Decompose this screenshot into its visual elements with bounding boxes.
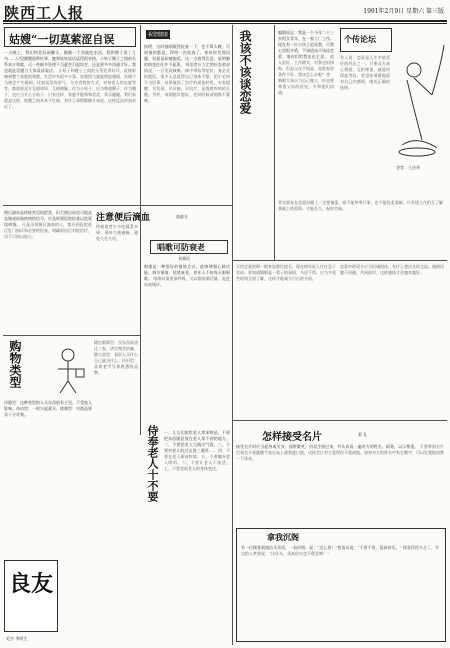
article-4-more: 天的恋爱时期一般来说都比较长，现在的年轻人往往急于求成。要知道婚姻是一辈子的事情，马虎不得。应当多花些时间互相了解，这样才能减少日后的矛盾。 [236, 264, 336, 281]
article-7-headline: 侍奉老人十不要 [146, 425, 159, 502]
section-divider [3, 335, 140, 336]
column-logo-box [340, 28, 392, 52]
article-5-body: 便后滴血是痔疮常见的症状，但大便出血也可能是直肠或结肠疾病的信号，应及时到医院检查以免延误病情。 凡是出现便后滴血的人，都应到医院进行肛门指诊和必要的检查，明确原因后对症治疗，切不可掉以轻心。 [4, 210, 92, 239]
headline-box [150, 240, 228, 254]
article-8-text: 接受名片时应当起身或欠身，面带微笑，用双手接过来，并认真看一遍对方的姓名、职务，以示尊重。 [236, 444, 419, 449]
article-3-headline: 我该不该谈恋爱 [238, 30, 252, 114]
top-rule [3, 20, 447, 22]
article-3-text: 编辑同志：我是一个今年二十三岁的女青年，在一家工厂工作。现在有一位小伙子追求我，可我心里很矛盾，不知道该不该谈恋爱，请你们给我出出主意。 [278, 30, 334, 59]
article-5-text: 便后滴血是痔疮常见的症状，但大便出血也可能是直肠或结肠疾病的信号，应及时到医院检查以免延误病情。 [4, 210, 92, 227]
article-6-author: 刘秉民 [178, 256, 190, 261]
column-logo: 个传论坛 [344, 34, 376, 44]
article-10-author: 毛杰 李明生 [6, 636, 28, 641]
article-3-body: 编辑同志：我是一个今年二十三岁的女青年，在一家工厂工作。现在有一位小伙子追求我，可我心里很矛盾，不知道该不该谈恋爱，请你们给我出出主意。 他人很好，工作踏实，对我也很体贴。但是父母不同意，说他家里条件不好。我该怎么办呢？答：婚姻大事应当自己做主，但也要尊重父母的意见，多和他们沟通。 [278, 30, 334, 95]
headline-box [4, 27, 136, 47]
top-rule-thin [3, 23, 447, 24]
logo-box [4, 560, 58, 632]
article-6-text: 唱歌是一种很好的锻炼方式，能够增强心肺功能，调节情绪，延缓衰老。老年人不妨每天唱唱歌。 [144, 264, 230, 281]
article-5-headline: 注意便后滴血 [96, 213, 151, 223]
article-8-headline: 怎样接受名片 [262, 432, 322, 443]
masthead-title: 陕西工人报 [4, 4, 85, 22]
column-divider [140, 25, 141, 435]
article-10-headline: 良友 [9, 571, 54, 597]
section-divider [232, 260, 447, 261]
article-4-continued: 青年朋友在恋爱问题上一定要慎重，既不能草率行事，也不能优柔寡断。只有建立在相互了解基础上的爱情，才能长久。祝你幸福。 [278, 200, 443, 211]
article-1-body: 一天晚上，我们和老妈闲聊天，嫂嫂一个劲地吃东西，我和嫂子说了几句……只见嫂嫂面带红晕，她和姑姑说话显得很亲热。小姑子嫂子之间的关系本应和睦，可一些细节处理不当就会引起误会，还是要多多沟通才好。我也就此话题与大家谈谈看法。 小姑子和嫂子之间的关系处得好坏，直接影响到整个家庭的和睦。生活中有很多小事，处理得当就能增进感情，处理不当则会产生隔阂。比如说话的语气、分享食物的方式、对待老人的态度等等，都需要双方互相体谅、互相理解。作为小姑子，应当尊重嫂子；作为嫂子，也应当关心小姑子。只有这样，家庭才能和和美美，其乐融融。我们家就是这样，姑嫂之间从来不红脸，有什么事情都摊开来说，这样反而更加亲近了。 [4, 50, 136, 109]
article-9-text: 冷静型：这种类型的人买东西很有主见，不受他人影响。冲动型：一时兴起就买。挑剔型：对商品要求十分苛刻。 [4, 400, 92, 417]
article-7-body: 一、儿女们如给老人拿来物品，不要把东西随意放在老人拿不到的地方。二、不要把老人当做出气筒。三、不要对老人的过去说三道四…… 四、不要在老人面前吵架。五、不要嫌弃老人唠叨。六、不要让老人干重活。七、不要忽视老人的身体变化。 [164, 430, 230, 471]
article-1-text: 一天晚上，我们和老妈闲聊天，嫂嫂一个劲地吃东西，我和嫂子说了几句……只见嫂嫂面带红晕，她和姑姑说话显得很亲热。小姑子嫂子之间的关系本应和睦，可一些细节处理不当就会引起误会，还是要多多沟通才好。我也就此话题与大家谈谈看法。 [4, 50, 136, 73]
article-6-headline: 唱歌可防衰老 [157, 242, 205, 252]
article-11-text: 有一位顾客到商店买东西，一看价格，说：“这么贵！”售货员说：“不贵不贵，货真价实。” [241, 545, 402, 550]
column-divider [274, 25, 275, 260]
article-4-more-2: 恋爱中的双方应当坦诚相待，有什么想法及时交流。遇到问题不回避，共同面对，这样感情才会越来越好。 [340, 264, 444, 275]
column-divider [232, 25, 233, 645]
article-9-headline: 购物类型 [8, 340, 22, 388]
shopper-illustration [48, 345, 88, 395]
article-2-body: 按理，这时抽烟既然检查一下，也不算太晚。可如抽的都是，得明一次检查了，体检时发现问题，但拔苗却被拖延。这一点值得注意，说明肺的病变往往并不显著。 吸烟者应当定期检查肺部情况，一旦发现咳嗽、痰中带血等症状，务必及时就医。很多人总觉得自己身体不错，把小毛病不当回事，结果耽误了治疗的最佳时机。专家提醒，早发现、早诊断、早治疗，是战胜疾病的关键。另外，戒烟越早越好，任何时候戒烟都不算晚。 [144, 44, 230, 103]
dateline: 1991年2月9日 星期六 第三版 [363, 8, 444, 15]
article-8-author: 菊 礼 [358, 432, 368, 437]
article-9-continued: 精打细算型：买东西前货比三家，讲究物美价廉。随大流型：看别人买什么自己就买什么。怀旧型：喜欢老字号和熟悉的品牌。 [94, 340, 138, 375]
article-5-author: 邵兹夫 [176, 214, 188, 219]
article-1-headline: 姑嫂“一切莫萦涩自误 [9, 33, 115, 46]
health-column-tag: 祝您健康 [148, 32, 169, 38]
article-4-body: 有人说：恋爱是人生中最美好的经历之一。只要双方真心相爱，互相尊重，就能经得起考验。希望你勇敢地面对自己的感情，做出正确的选择。 [340, 55, 390, 90]
article-11-headline: 拿我沉阁 [267, 532, 299, 542]
article-5-continued: 痔疮患者应多吃蔬菜水果，保持大便通畅，避免久坐久站。 [96, 224, 138, 241]
humor-box [236, 528, 446, 642]
article-4-reply-author: 答者：王庆华 [396, 165, 420, 170]
article-2-text: 按理，这时抽烟既然检查一下，也不算太晚。可如抽的都是，得明一次检查了，体检时发现问题，但拔苗却被拖延。这一点值得注意，说明肺的病变往往并不显著。 [144, 44, 230, 67]
section-divider [3, 205, 232, 206]
section-divider [232, 420, 447, 421]
fisherman-illustration [392, 40, 447, 160]
article-7-text: 一、儿女们如给老人拿来物品，不要把东西随意放在老人拿不到的地方。二、不要把老人当做出气筒。三、不要对老人的过去说三道四…… [164, 430, 230, 453]
article-8-body: 接受名片时应当起身或欠身，面带微笑，用双手接过来，并认真看一遍对方的姓名、职务，以示尊重。 不要拿到名片后看也不看就随手放在桌上或装进口袋，这样会让对方觉得你不重视他。如果对方的姓名中有生僻字，可以礼貌地请教一下读音。 [236, 444, 444, 461]
article-9-body [4, 400, 92, 520]
article-6-body: 唱歌是一种很好的锻炼方式，能够增强心肺功能，调节情绪，延缓衰老。老年人不妨每天唱唱歌。 唱歌时需要深呼吸，可以锻炼肺活量，促进血液循环。 [144, 264, 230, 287]
article-11-body: 有一位顾客到商店买东西，一看价格，说：“这么贵！”售货员说：“不贵不贵，货真价实。” 顾客摇摇头走了。旁边的人笑着说：“这年头，货真价实也不便宜啊！” [241, 545, 439, 556]
